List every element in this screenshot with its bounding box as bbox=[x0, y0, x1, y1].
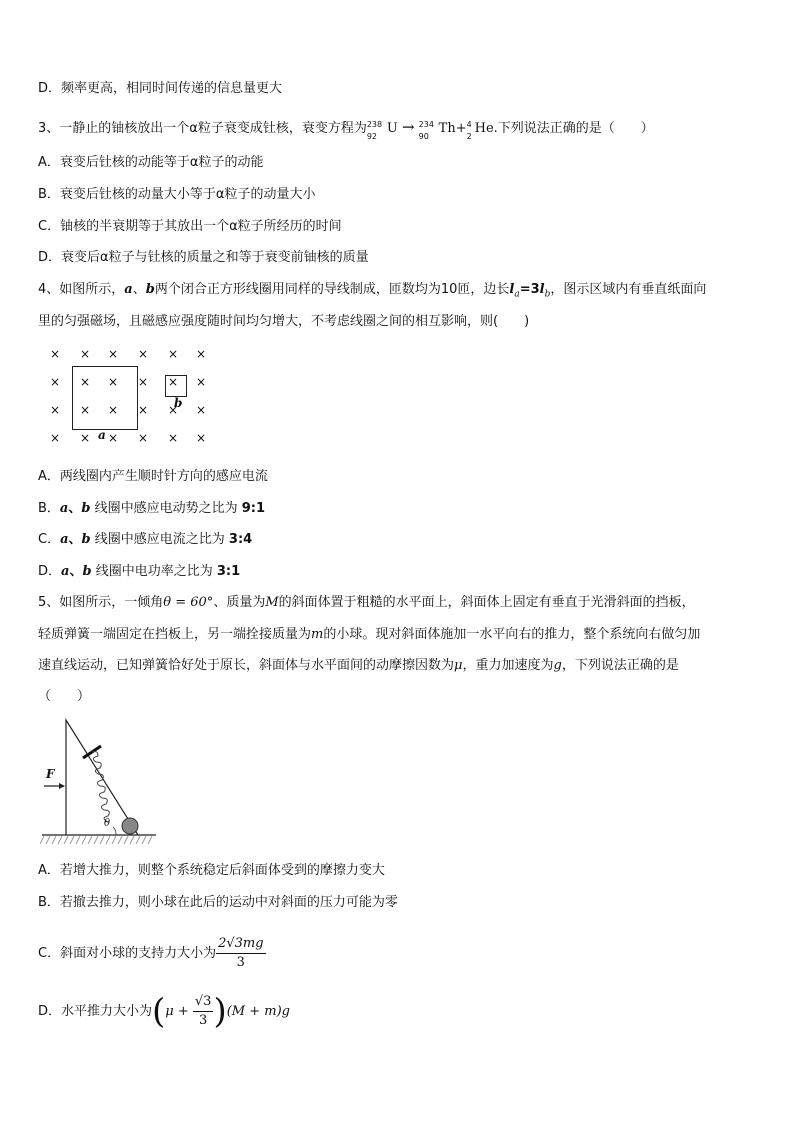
field-cross-mark: × bbox=[80, 347, 91, 361]
q5-text-2: 、质量为 bbox=[213, 595, 266, 610]
field-cross-mark: × bbox=[50, 375, 61, 389]
field-cross-mark: × bbox=[138, 403, 149, 417]
field-cross-mark: × bbox=[196, 347, 207, 361]
q5-d-denominator: 3 bbox=[199, 1013, 208, 1028]
q3-option-b: B．衰变后钍核的动量大小等于α粒子的动量大小 bbox=[38, 187, 316, 202]
ref-a: a bbox=[60, 532, 69, 547]
q4-d-value: 3:1 bbox=[216, 564, 241, 579]
field-cross-mark: × bbox=[80, 403, 91, 417]
q4-stem-line2: 里的匀强磁场，且磁感应强度随时间均匀增大，不考虑线圈之间的相互影响，则( ) bbox=[38, 314, 530, 329]
q4-stem-text-2: 两个闭合正方形线圈用同样的导线制成，匝数均为10匝，边长 bbox=[154, 282, 510, 297]
q5-text-5: 的小球。现对斜面体施加一水平向右的推力，整个系统向右做匀加 bbox=[323, 627, 701, 642]
ref-sep: 、 bbox=[69, 564, 83, 579]
ref-a: a bbox=[61, 564, 70, 579]
ratio-eq: =3 bbox=[519, 282, 540, 297]
field-cross-mark: × bbox=[196, 375, 207, 389]
la-symbol: l bbox=[509, 282, 515, 297]
field-cross-mark: × bbox=[108, 375, 119, 389]
coil-a-ref: a bbox=[124, 282, 133, 297]
incline-body bbox=[66, 720, 138, 835]
q5-option-d bbox=[38, 990, 290, 1034]
q5-stem-line2 bbox=[38, 626, 700, 644]
q3-stem-text: 3、一静止的铀核放出一个α粒子衰变成钍核，衰变方程为 bbox=[38, 121, 367, 136]
spring-coil bbox=[92, 752, 109, 823]
q2-option-d: D．频率更高，相同时间传递的信息量更大 bbox=[38, 81, 283, 96]
la-sub: a bbox=[514, 289, 520, 300]
q5-text-7: ，重力加速度为 bbox=[462, 658, 554, 673]
field-cross-mark: × bbox=[168, 347, 179, 361]
q3-stem bbox=[38, 118, 654, 141]
field-cross-mark: × bbox=[108, 347, 119, 361]
q4-c-text: 线圈中感应电流之比为 bbox=[94, 532, 225, 547]
q4-option-a: A．两线圈内产生顺时针方向的感应电流 bbox=[38, 469, 268, 484]
field-cross-mark: × bbox=[138, 347, 149, 361]
ground-hatch bbox=[40, 836, 152, 844]
field-cross-mark: × bbox=[196, 431, 207, 445]
q5-option-c bbox=[38, 934, 266, 974]
q5-stem-line4: （ ） bbox=[38, 689, 91, 704]
mu-symbol: μ bbox=[454, 658, 463, 673]
field-cross-mark: × bbox=[50, 431, 61, 445]
field-cross-mark: × bbox=[80, 431, 91, 445]
field-cross-mark: × bbox=[168, 431, 179, 445]
q4-option-b bbox=[38, 500, 265, 518]
right-paren: ) bbox=[213, 991, 227, 1032]
uranium-isotope bbox=[366, 119, 387, 141]
ref-b: b bbox=[81, 532, 91, 547]
q4-b-text: 线圈中感应电动势之比为 bbox=[94, 501, 238, 516]
he-mass: 4 bbox=[466, 119, 472, 129]
q5-stem-line3 bbox=[38, 657, 679, 675]
q5-option-a: A．若增大推力，则整个系统稳定后斜面体受到的摩擦力变大 bbox=[38, 863, 385, 878]
q5-text-4: 轻质弹簧一端固定在挡板上，另一端拴接质量为 bbox=[38, 627, 312, 642]
q5-d-numerator: √3 bbox=[193, 993, 214, 1012]
ball bbox=[122, 818, 138, 834]
field-cross-mark: × bbox=[50, 347, 61, 361]
left-paren: ( bbox=[152, 991, 166, 1032]
lb-symbol: l bbox=[539, 282, 545, 297]
field-cross-mark: × bbox=[196, 403, 207, 417]
mass-m: m bbox=[311, 627, 324, 642]
coil-b-ref: b bbox=[145, 282, 155, 297]
q4-option-d bbox=[38, 563, 240, 581]
lb-sub: b bbox=[544, 289, 551, 300]
q5-d-text: D．水平推力大小为 bbox=[38, 1004, 153, 1019]
ref-b: b bbox=[81, 501, 91, 516]
q5-c-fraction bbox=[216, 935, 265, 972]
q4-sep: 、 bbox=[132, 282, 146, 297]
field-cross-mark: × bbox=[50, 403, 61, 417]
field-cross-mark: × bbox=[168, 375, 179, 389]
coil-a bbox=[72, 366, 138, 430]
q4-d-prefix: D． bbox=[38, 564, 62, 579]
q5-text-8: ，下列说法正确的是 bbox=[561, 658, 679, 673]
force-arrow-head bbox=[59, 783, 65, 789]
field-cross-mark: × bbox=[108, 431, 119, 445]
coil-b-label: b bbox=[174, 396, 183, 410]
u-mass: 238 bbox=[366, 119, 383, 129]
q4-figure bbox=[44, 344, 224, 446]
q4-option-c bbox=[38, 531, 252, 549]
th-mass: 234 bbox=[418, 119, 434, 129]
q5-text-1: 5、如图所示，一倾角 bbox=[38, 595, 164, 610]
field-cross-mark: × bbox=[108, 403, 119, 417]
coil-b bbox=[165, 375, 187, 397]
field-cross-mark: × bbox=[138, 431, 149, 445]
q3-stem-end: .下列说法正确的是（ ） bbox=[493, 121, 654, 136]
q5-d-mu: μ + bbox=[165, 1004, 193, 1019]
force-label: F bbox=[46, 767, 55, 781]
q5-option-b: B．若撤去推力，则小球在此后的运动中对斜面的压力可能为零 bbox=[38, 895, 398, 910]
theta-expr: θ = 60° bbox=[163, 595, 214, 610]
reaction-arrow: → bbox=[401, 118, 415, 136]
field-cross-mark: × bbox=[80, 375, 91, 389]
q5-c-numerator: 2√3mg bbox=[216, 935, 265, 954]
q5-d-tail: (M + m)g bbox=[226, 1004, 290, 1019]
q3-option-a: A．衰变后钍核的动能等于α粒子的动能 bbox=[38, 155, 264, 170]
he-z: 2 bbox=[466, 131, 472, 141]
field-cross-mark: × bbox=[138, 375, 149, 389]
q5-stem-line1 bbox=[38, 594, 695, 612]
he-symbol: He bbox=[474, 121, 494, 136]
angle-arc bbox=[113, 827, 116, 835]
q4-d-text: 线圈中电功率之比为 bbox=[95, 564, 213, 579]
q4-b-prefix: B． bbox=[38, 501, 60, 516]
g-symbol: g bbox=[553, 658, 562, 673]
q3-option-c: C．铀核的半衰期等于其放出一个α粒子所经历的时间 bbox=[38, 219, 342, 234]
q4-c-prefix: C． bbox=[38, 532, 61, 547]
q5-text-6: 速直线运动，已知弹簧恰好处于原长，斜面体与水平面间的动摩擦因数为 bbox=[38, 658, 455, 673]
q4-c-value: 3:4 bbox=[228, 532, 253, 547]
u-z: 92 bbox=[366, 131, 378, 141]
q3-option-d: D．衰变后α粒子与钍核的质量之和等于衰变前铀核的质量 bbox=[38, 250, 369, 265]
q5-figure bbox=[40, 712, 160, 852]
q5-d-fraction bbox=[193, 993, 214, 1030]
coil-a-label: a bbox=[98, 428, 106, 442]
field-cross-mark: × bbox=[168, 403, 179, 417]
theta-label: θ bbox=[104, 818, 111, 829]
th-symbol: Th+ bbox=[438, 121, 467, 136]
ref-b: b bbox=[82, 564, 92, 579]
q4-b-value: 9:1 bbox=[241, 501, 266, 516]
u-symbol: U bbox=[386, 121, 398, 136]
ref-sep: 、 bbox=[68, 532, 82, 547]
mass-M: M bbox=[265, 595, 279, 610]
thorium-isotope bbox=[418, 119, 439, 141]
helium-isotope bbox=[466, 119, 475, 141]
q5-c-text: C．斜面对小球的支持力大小为 bbox=[38, 946, 217, 961]
q4-stem-text: 4、如图所示， bbox=[38, 282, 125, 297]
q5-text-3: 的斜面体置于粗糙的水平面上，斜面体上固定有垂直于光滑斜面的挡板， bbox=[278, 595, 695, 610]
q4-stem-text-3: ，图示区域内有垂直纸面向 bbox=[550, 282, 707, 297]
q5-c-denominator: 3 bbox=[236, 955, 245, 970]
ref-sep: 、 bbox=[68, 501, 82, 516]
ref-a: a bbox=[59, 501, 69, 516]
q4-stem-line1 bbox=[38, 281, 706, 304]
incline-diagram bbox=[40, 712, 160, 852]
th-z: 90 bbox=[418, 131, 429, 141]
